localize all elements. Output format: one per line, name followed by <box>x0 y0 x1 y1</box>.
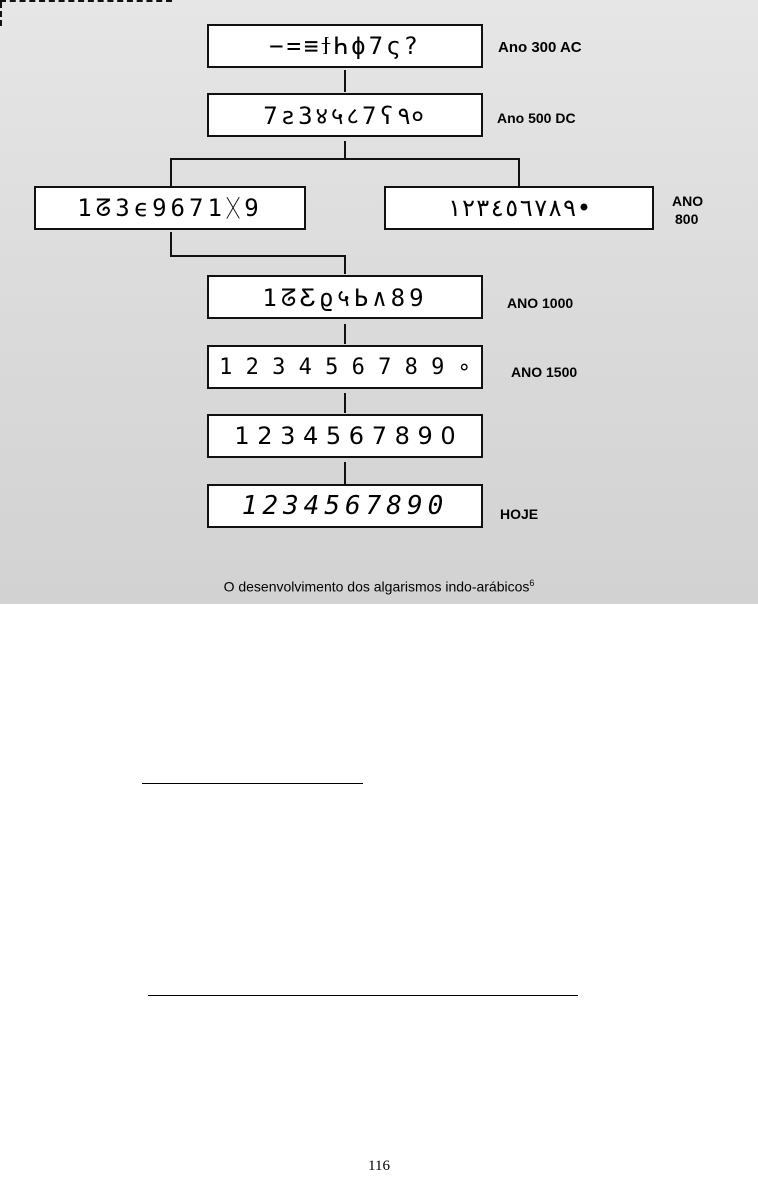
era-label-line2: 800 <box>675 211 699 227</box>
era-label: Ano 500 DC <box>497 110 576 126</box>
footnote-marker: 6 <box>529 578 535 588</box>
era-label: ANO 1000 <box>507 295 574 311</box>
connector-line <box>518 158 520 186</box>
branch-line <box>170 158 520 160</box>
footnote-rule <box>148 995 578 996</box>
numeral-box-500dc <box>207 93 483 137</box>
caption-text: O desenvolvimento dos algarismos indo-arábicos <box>223 578 530 595</box>
numeral-glyphs: 1ᘔ3ϵ9671ᚷ9 <box>77 194 263 222</box>
connector-line <box>170 158 172 186</box>
dashed-connector-line <box>0 2 2 26</box>
numeral-box-300ac <box>207 24 483 68</box>
connector-line <box>344 324 346 344</box>
numeral-glyphs: 1ᘔƸϱ५Ь∧89 <box>262 283 428 312</box>
numeral-box-1500 <box>207 345 483 389</box>
dashed-merge-line <box>0 0 172 2</box>
figure-caption <box>0 578 758 595</box>
page-number: 116 <box>368 1158 390 1174</box>
numeral-glyphs: 7ƨ3४५८7ʕ٩० <box>263 101 427 130</box>
footnote-rule <box>142 783 363 784</box>
era-label: HOJE <box>500 506 539 522</box>
era-label: ANO 1500 <box>511 364 578 380</box>
merge-line <box>170 255 346 257</box>
numeral-box-1000 <box>207 275 483 319</box>
connector-line <box>344 70 346 92</box>
numeral-box-modern-print <box>207 414 483 458</box>
connector-line <box>170 232 172 256</box>
numeral-box-800-western <box>34 186 306 230</box>
numeral-glyphs: 1 2 3 4 5 6 7 8 9 0 <box>234 422 456 450</box>
numeral-box-today <box>207 484 483 528</box>
era-label-line1: ANO <box>672 193 704 209</box>
numeral-glyphs: −=≡ϯҺϕ7ς? <box>269 31 421 60</box>
connector-line <box>344 256 346 274</box>
numeral-glyphs: 1 2 3 4 5 6 7 8 9 ∘ <box>219 354 471 380</box>
connector-line <box>344 393 346 413</box>
connector-line <box>344 462 346 484</box>
connector-line <box>344 141 346 159</box>
era-label: Ano 300 AC <box>498 39 582 56</box>
numeral-glyphs: 1234567890 <box>241 491 449 521</box>
numeral-box-800-eastern <box>384 186 654 230</box>
numeral-glyphs: ١٢٣٤٥٦٧٨٩• <box>446 194 592 222</box>
